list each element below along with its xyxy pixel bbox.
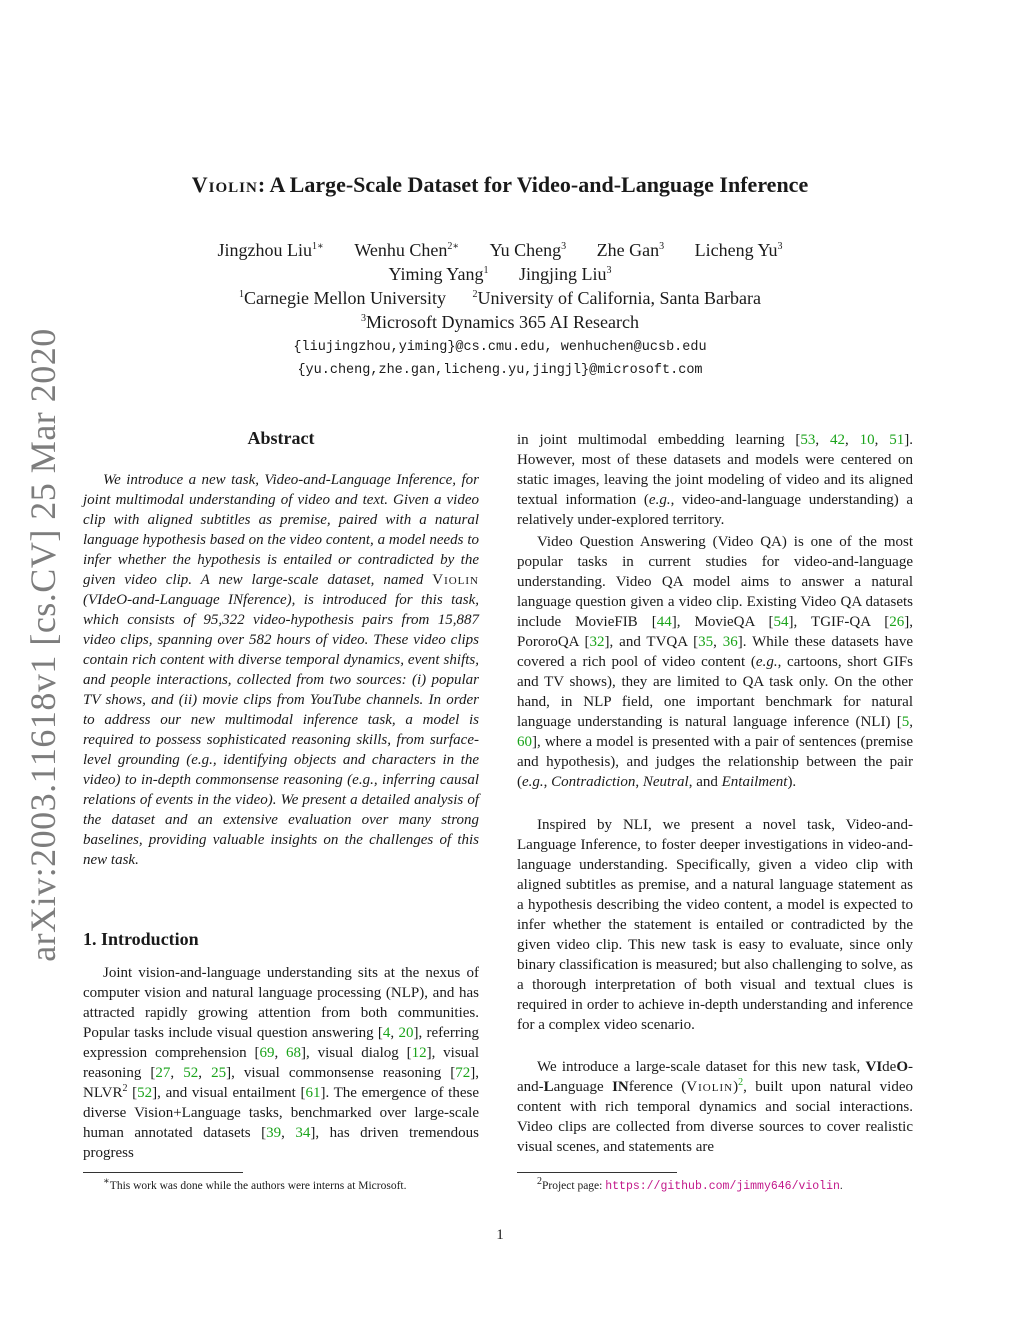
arxiv-identifier: arXiv:2003.11618v1 [cs.CV] 25 Mar 2020 [23, 328, 63, 962]
citation-link[interactable]: 12 [411, 1045, 427, 1061]
citation-link[interactable]: 61 [305, 1085, 321, 1101]
email-line: {yu.cheng,zhe.gan,licheng.yu,jingjl}@microsoft.com [297, 363, 703, 378]
citation-link[interactable]: 68 [286, 1045, 302, 1061]
body-paragraph: We introduce a large-scale dataset for this new task, VIdeO-and-Language INference (Violin)$^2$, built upon natural video content with rich temporal dynamics and social interactions. Video clips are collected from diverse sources to cover realistic visual scenes, and statements are [517, 1059, 913, 1155]
citation-link[interactable]: 52 [183, 1065, 199, 1081]
citation-link[interactable]: 35 [698, 634, 714, 650]
footnote-right: $^2$Project page: https://github.com/jimmy646/violin. [537, 1176, 843, 1193]
intro-paragraph: Joint vision-and-language understanding sits at the nexus of computer vision and natural language processing (NLP), and has attracted rapidly growing attention from both communities. Popular tasks include visual question answering [4, 20], referring expression comprehension [69, 68], visual dialog [12], visual reasoning [27, 52, 25], visual commonsense reasoning [72], NLVR$^2$ [52], and visual entailment [61]. The emergence of these diverse Vision+Language tasks, benchmarked over large-scale human annotated datasets [39, 34], has driven tremendous progress [83, 965, 480, 1161]
dataset-name: Violin [432, 572, 479, 588]
title-dataset-name: Violin [191, 172, 258, 197]
author: Jingzhou Liu$^{1∗}$ [217, 240, 324, 260]
citation-link[interactable]: 5 [901, 714, 910, 730]
author: Yu Cheng$^3$ [489, 240, 567, 260]
citation-link[interactable]: 60 [517, 734, 532, 750]
affiliation: $^1$Carnegie Mellon University [239, 288, 447, 308]
citation-link[interactable]: 26 [889, 614, 905, 630]
affiliation-line-1 [0, 288, 1000, 309]
body-paragraph: in joint multimodal embedding learning [53, 42, 10, 51]. However, most of these datasets and models were centered on static images, leaving the joint modeling of video and its aligned textual information (e.g., video-and-language understanding) a relatively under-explored territory. [517, 432, 913, 528]
citation-link[interactable]: 42 [830, 432, 846, 448]
dataset-name: Violin [686, 1079, 734, 1095]
author: Jingjing Liu$^3$ [519, 264, 612, 284]
citation-link[interactable]: 27 [155, 1065, 171, 1081]
citation-link[interactable]: 44 [656, 614, 672, 630]
affiliation: $^2$University of California, Santa Barbara [472, 288, 761, 308]
body-paragraph: Inspired by NLI, we present a novel task, Video-and-Language Inference, to foster deeper investigations in video-and-language understanding. Specifically, given a video clip with aligned subtitles as premise, and a natural language statement as a hypothesis describing the video content, a model is expected to infer whether the statement is entailed or contradicted by the given video clip. This new task is easy to evaluate, since only binary classification is measured; but also challenging to solve, as a thorough interpretation of both visual and textual clues is required in order to achieve in-depth understanding and inference for a complex video scenario. [517, 817, 913, 1033]
citation-link[interactable]: 36 [722, 634, 738, 650]
body-paragraph: Video Question Answering (Video QA) is one of the most popular tasks in current studies for video-and-language understanding. Video QA model aims to answer a natural language question given a video clip. Existing Video QA datasets include MovieFIB [44], MovieQA [54], TGIF-QA [26], PororoQA [32], and TVQA [35, 36]. While these datasets have covered a rich pool of video content (e.g., cartoons, short GIFs and TV shows), they are limited to QA task only. On the other hand, in NLP field, one important benchmark for natural language understanding is natural language inference (NLI) [5, 60], where a model is presented with a pair of sentences (premise and hypothesis), and judges the relationship between the pair (e.g., Contradiction, Neutral, and Entailment). [517, 534, 914, 790]
citation-link[interactable]: 69 [259, 1045, 275, 1061]
author: Licheng Yu$^3$ [694, 240, 783, 260]
citation-link[interactable]: 51 [889, 432, 905, 448]
citation-link[interactable]: 25 [211, 1065, 227, 1081]
citation-link[interactable]: 20 [398, 1025, 414, 1041]
footnote-left: ∗This work was done while the authors were interns at Microsoft. [103, 1176, 407, 1192]
footnote-mark[interactable]: 2 [738, 1077, 744, 1088]
page-number: 1 [496, 1227, 504, 1243]
footnote-rule [83, 1172, 243, 1173]
paper-title [0, 172, 1000, 198]
abstract-heading: Abstract [247, 428, 315, 448]
abstract-text: We introduce a new task, Video-and-Language Inference, for joint multimodal understanding of video and text. Given a video clip with aligned subtitles as premise, paired with a natural language hypothesis based on the video content, a model needs to infer whether the hypothesis is entailed or contradicted by the given video clip. A new large-scale dataset, named Violin (VIdeO-and-Language INference), is introduced for this task, which consists of 95,322 video-hypothesis pairs from 15,887 video clips, spanning over 582 hours of video. These video clips contain rich content with diverse temporal dynamics, event shifts, and people interactions, collected from two sources: (i) popular TV shows, and (ii) movie clips from YouTube channels. In order to address our new multimodal inference task, a model is required to possess sophisticated reasoning skills, from surface-level grounding (e.g., identifying objects and characters in the video) to in-depth commonsense reasoning (e.g., inferring causal relations of events in the video). We present a detailed analysis of the dataset and an extensive evaluation over many strong baselines, providing valuable insights on the challenges of this new task. [83, 472, 479, 868]
title-rest: : A Large-Scale Dataset for Video-and-Language Inference [257, 172, 809, 197]
citation-link[interactable]: 52 [137, 1085, 153, 1101]
section-heading-introduction: 1. Introduction [83, 929, 199, 949]
author: Yiming Yang$^1$ [388, 264, 489, 284]
citation-link[interactable]: 4 [382, 1025, 391, 1041]
footnote-rule [517, 1172, 677, 1173]
citation-link[interactable]: 32 [589, 634, 605, 650]
citation-link[interactable]: 72 [455, 1065, 471, 1081]
citation-link[interactable]: 39 [266, 1125, 282, 1141]
citation-link[interactable]: 10 [859, 432, 875, 448]
project-url-link[interactable]: https://github.com/jimmy646/violin [605, 1180, 840, 1193]
affiliation: $^3$Microsoft Dynamics 365 AI Research [361, 312, 639, 332]
email-line: {liujingzhou,yiming}@cs.cmu.edu, wenhuchen@ucsb.edu [293, 340, 707, 355]
author: Wenhu Chen$^{2∗}$ [354, 240, 460, 260]
affiliation-line-2 [0, 312, 1000, 333]
author-line-2 [0, 264, 1000, 285]
citation-link[interactable]: 34 [295, 1125, 311, 1141]
citation-link[interactable]: 53 [800, 432, 816, 448]
citation-link[interactable]: 54 [773, 614, 789, 630]
author: Zhe Gan$^3$ [596, 240, 665, 260]
author-line-1 [0, 240, 1000, 261]
